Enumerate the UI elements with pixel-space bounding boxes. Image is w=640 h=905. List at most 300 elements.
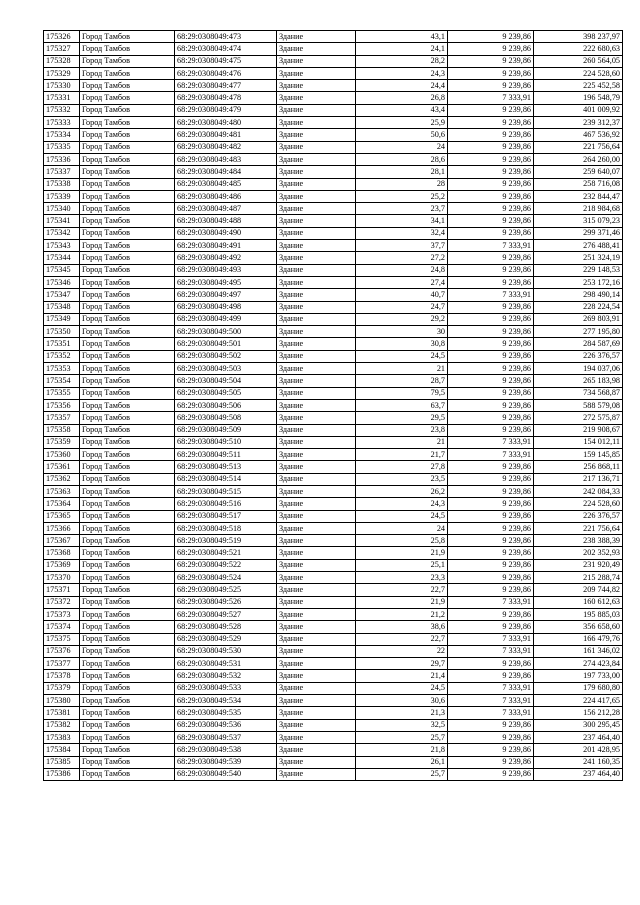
city-cell: Город Тамбов [80,584,175,596]
city-cell: Город Тамбов [80,731,175,743]
row-id-cell: 175369 [44,559,80,571]
object-type-cell: Здание [277,252,356,264]
unit-rate-cell: 7 333,91 [448,449,534,461]
area-cell: 38,6 [356,621,448,633]
cadastral-number-cell: 68:29:0308049:474 [175,43,277,55]
city-cell: Город Тамбов [80,203,175,215]
cadastral-value-cell: 241 160,35 [534,756,623,768]
cadastral-value-cell: 219 908,67 [534,424,623,436]
area-cell: 25,1 [356,559,448,571]
unit-rate-cell: 9 239,86 [448,326,534,338]
area-cell: 24,1 [356,43,448,55]
row-id-cell: 175382 [44,719,80,731]
area-cell: 28 [356,178,448,190]
row-id-cell: 175335 [44,141,80,153]
city-cell: Город Тамбов [80,596,175,608]
object-type-cell: Здание [277,658,356,670]
row-id-cell: 175350 [44,326,80,338]
cadastral-number-cell: 68:29:0308049:483 [175,153,277,165]
area-cell: 26,1 [356,756,448,768]
area-cell: 21 [356,363,448,375]
object-type-cell: Здание [277,547,356,559]
area-cell: 24,7 [356,301,448,313]
cadastral-number-cell: 68:29:0308049:491 [175,240,277,252]
city-cell: Город Тамбов [80,682,175,694]
object-type-cell: Здание [277,498,356,510]
cadastral-number-cell: 68:29:0308049:513 [175,461,277,473]
area-cell: 23,7 [356,203,448,215]
cadastral-value-cell: 315 079,23 [534,215,623,227]
unit-rate-cell: 9 239,86 [448,485,534,497]
row-id-cell: 175333 [44,117,80,129]
cadastral-number-cell: 68:29:0308049:514 [175,473,277,485]
row-id-cell: 175374 [44,621,80,633]
object-type-cell: Здание [277,240,356,252]
city-cell: Город Тамбов [80,621,175,633]
table-row [44,80,623,92]
cadastral-value-cell: 166 479,76 [534,633,623,645]
unit-rate-cell: 9 239,86 [448,178,534,190]
cadastral-value-cell: 221 756,64 [534,522,623,534]
cadastral-value-cell: 356 658,60 [534,621,623,633]
cadastral-value-cell: 237 464,40 [534,731,623,743]
cadastral-number-cell: 68:29:0308049:524 [175,572,277,584]
table-row [44,153,623,165]
row-id-cell: 175327 [44,43,80,55]
area-cell: 34,1 [356,215,448,227]
cadastral-value-cell: 256 868,11 [534,461,623,473]
city-cell: Город Тамбов [80,141,175,153]
property-table [43,30,623,781]
unit-rate-cell: 9 239,86 [448,55,534,67]
cadastral-number-cell: 68:29:0308049:503 [175,363,277,375]
unit-rate-cell: 9 239,86 [448,719,534,731]
unit-rate-cell: 9 239,86 [448,350,534,362]
unit-rate-cell: 9 239,86 [448,117,534,129]
row-id-cell: 175358 [44,424,80,436]
object-type-cell: Здание [277,203,356,215]
cadastral-value-cell: 229 148,53 [534,264,623,276]
unit-rate-cell: 9 239,86 [448,547,534,559]
city-cell: Город Тамбов [80,166,175,178]
object-type-cell: Здание [277,375,356,387]
object-type-cell: Здание [277,731,356,743]
city-cell: Город Тамбов [80,510,175,522]
row-id-cell: 175336 [44,153,80,165]
row-id-cell: 175380 [44,695,80,707]
city-cell: Город Тамбов [80,436,175,448]
object-type-cell: Здание [277,80,356,92]
object-type-cell: Здание [277,744,356,756]
row-id-cell: 175384 [44,744,80,756]
city-cell: Город Тамбов [80,658,175,670]
object-type-cell: Здание [277,215,356,227]
city-cell: Город Тамбов [80,473,175,485]
area-cell: 24,3 [356,498,448,510]
object-type-cell: Здание [277,621,356,633]
area-cell: 21,4 [356,670,448,682]
table-row [44,141,623,153]
cadastral-value-cell: 467 536,92 [534,129,623,141]
cadastral-value-cell: 274 423,84 [534,658,623,670]
city-cell: Город Тамбов [80,289,175,301]
unit-rate-cell: 9 239,86 [448,67,534,79]
table-row [44,117,623,129]
unit-rate-cell: 9 239,86 [448,522,534,534]
object-type-cell: Здание [277,43,356,55]
table-row [44,55,623,67]
city-cell: Город Тамбов [80,412,175,424]
cadastral-number-cell: 68:29:0308049:537 [175,731,277,743]
object-type-cell: Здание [277,473,356,485]
area-cell: 28,7 [356,375,448,387]
object-type-cell: Здание [277,522,356,534]
cadastral-number-cell: 68:29:0308049:486 [175,190,277,202]
city-cell: Город Тамбов [80,399,175,411]
object-type-cell: Здание [277,178,356,190]
row-id-cell: 175368 [44,547,80,559]
unit-rate-cell: 9 239,86 [448,301,534,313]
cadastral-value-cell: 251 324,19 [534,252,623,264]
table-row [44,92,623,104]
row-id-cell: 175343 [44,240,80,252]
cadastral-number-cell: 68:29:0308049:540 [175,768,277,780]
area-cell: 28,1 [356,166,448,178]
table-row [44,682,623,694]
table-row [44,375,623,387]
object-type-cell: Здание [277,412,356,424]
city-cell: Город Тамбов [80,744,175,756]
table-row [44,608,623,620]
unit-rate-cell: 9 239,86 [448,670,534,682]
table-row [44,215,623,227]
unit-rate-cell: 9 239,86 [448,756,534,768]
object-type-cell: Здание [277,387,356,399]
unit-rate-cell: 9 239,86 [448,375,534,387]
cadastral-value-cell: 272 575,87 [534,412,623,424]
cadastral-number-cell: 68:29:0308049:509 [175,424,277,436]
area-cell: 25,7 [356,731,448,743]
table-row [44,461,623,473]
row-id-cell: 175341 [44,215,80,227]
cadastral-number-cell: 68:29:0308049:535 [175,707,277,719]
city-cell: Город Тамбов [80,104,175,116]
area-cell: 28,2 [356,55,448,67]
area-cell: 37,7 [356,240,448,252]
cadastral-number-cell: 68:29:0308049:529 [175,633,277,645]
table-row [44,67,623,79]
cadastral-value-cell: 201 428,95 [534,744,623,756]
table-row [44,522,623,534]
row-id-cell: 175366 [44,522,80,534]
city-cell: Город Тамбов [80,375,175,387]
row-id-cell: 175377 [44,658,80,670]
object-type-cell: Здание [277,363,356,375]
row-id-cell: 175353 [44,363,80,375]
unit-rate-cell: 9 239,86 [448,510,534,522]
city-cell: Город Тамбов [80,608,175,620]
cadastral-value-cell: 209 744,82 [534,584,623,596]
cadastral-number-cell: 68:29:0308049:492 [175,252,277,264]
table-body [44,31,623,781]
cadastral-number-cell: 68:29:0308049:516 [175,498,277,510]
area-cell: 25,9 [356,117,448,129]
city-cell: Город Тамбов [80,301,175,313]
row-id-cell: 175338 [44,178,80,190]
table-row [44,166,623,178]
cadastral-value-cell: 160 612,63 [534,596,623,608]
unit-rate-cell: 9 239,86 [448,313,534,325]
object-type-cell: Здание [277,350,356,362]
unit-rate-cell: 9 239,86 [448,252,534,264]
area-cell: 43,1 [356,31,448,43]
row-id-cell: 175351 [44,338,80,350]
table-row [44,104,623,116]
table-row [44,645,623,657]
cadastral-number-cell: 68:29:0308049:506 [175,399,277,411]
city-cell: Город Тамбов [80,117,175,129]
unit-rate-cell: 9 239,86 [448,153,534,165]
unit-rate-cell: 9 239,86 [448,31,534,43]
row-id-cell: 175359 [44,436,80,448]
cadastral-number-cell: 68:29:0308049:508 [175,412,277,424]
table-row [44,744,623,756]
unit-rate-cell: 9 239,86 [448,768,534,780]
unit-rate-cell: 7 333,91 [448,633,534,645]
table-row [44,535,623,547]
table-row [44,387,623,399]
unit-rate-cell: 7 333,91 [448,707,534,719]
cadastral-value-cell: 224 528,60 [534,498,623,510]
cadastral-number-cell: 68:29:0308049:521 [175,547,277,559]
object-type-cell: Здание [277,633,356,645]
unit-rate-cell: 9 239,86 [448,129,534,141]
object-type-cell: Здание [277,227,356,239]
area-cell: 22,7 [356,633,448,645]
cadastral-value-cell: 231 920,49 [534,559,623,571]
row-id-cell: 175355 [44,387,80,399]
cadastral-value-cell: 215 288,74 [534,572,623,584]
row-id-cell: 175378 [44,670,80,682]
cadastral-value-cell: 298 490,14 [534,289,623,301]
cadastral-value-cell: 269 803,91 [534,313,623,325]
cadastral-number-cell: 68:29:0308049:510 [175,436,277,448]
row-id-cell: 175354 [44,375,80,387]
city-cell: Город Тамбов [80,67,175,79]
table-row [44,350,623,362]
table-row [44,559,623,571]
city-cell: Город Тамбов [80,633,175,645]
table-row [44,326,623,338]
row-id-cell: 175349 [44,313,80,325]
row-id-cell: 175342 [44,227,80,239]
cadastral-number-cell: 68:29:0308049:481 [175,129,277,141]
table-row [44,731,623,743]
object-type-cell: Здание [277,276,356,288]
cadastral-value-cell: 225 452,58 [534,80,623,92]
city-cell: Город Тамбов [80,559,175,571]
unit-rate-cell: 7 333,91 [448,240,534,252]
object-type-cell: Здание [277,31,356,43]
table-row [44,695,623,707]
city-cell: Город Тамбов [80,572,175,584]
city-cell: Город Тамбов [80,424,175,436]
city-cell: Город Тамбов [80,485,175,497]
cadastral-number-cell: 68:29:0308049:530 [175,645,277,657]
table-row [44,301,623,313]
area-cell: 79,5 [356,387,448,399]
object-type-cell: Здание [277,719,356,731]
row-id-cell: 175371 [44,584,80,596]
cadastral-number-cell: 68:29:0308049:485 [175,178,277,190]
object-type-cell: Здание [277,596,356,608]
cadastral-number-cell: 68:29:0308049:480 [175,117,277,129]
city-cell: Город Тамбов [80,645,175,657]
row-id-cell: 175367 [44,535,80,547]
row-id-cell: 175352 [44,350,80,362]
cadastral-value-cell: 217 136,71 [534,473,623,485]
unit-rate-cell: 9 239,86 [448,584,534,596]
cadastral-value-cell: 237 464,40 [534,768,623,780]
row-id-cell: 175381 [44,707,80,719]
area-cell: 23,8 [356,424,448,436]
city-cell: Город Тамбов [80,43,175,55]
table-row [44,190,623,202]
row-id-cell: 175344 [44,252,80,264]
unit-rate-cell: 7 333,91 [448,695,534,707]
unit-rate-cell: 9 239,86 [448,166,534,178]
area-cell: 24 [356,522,448,534]
table-row [44,621,623,633]
unit-rate-cell: 9 239,86 [448,276,534,288]
unit-rate-cell: 9 239,86 [448,572,534,584]
cadastral-value-cell: 194 037,06 [534,363,623,375]
unit-rate-cell: 9 239,86 [448,461,534,473]
cadastral-value-cell: 242 084,33 [534,485,623,497]
row-id-cell: 175362 [44,473,80,485]
table-row [44,498,623,510]
unit-rate-cell: 9 239,86 [448,621,534,633]
city-cell: Город Тамбов [80,178,175,190]
unit-rate-cell: 7 333,91 [448,289,534,301]
area-cell: 23,5 [356,473,448,485]
cadastral-number-cell: 68:29:0308049:528 [175,621,277,633]
unit-rate-cell: 9 239,86 [448,203,534,215]
area-cell: 24,3 [356,67,448,79]
area-cell: 21,9 [356,596,448,608]
unit-rate-cell: 9 239,86 [448,104,534,116]
area-cell: 22 [356,645,448,657]
table-row [44,399,623,411]
city-cell: Город Тамбов [80,707,175,719]
table-row [44,596,623,608]
row-id-cell: 175348 [44,301,80,313]
cadastral-number-cell: 68:29:0308049:475 [175,55,277,67]
unit-rate-cell: 9 239,86 [448,215,534,227]
table-row [44,313,623,325]
table-row [44,707,623,719]
cadastral-value-cell: 258 716,08 [534,178,623,190]
area-cell: 25,2 [356,190,448,202]
row-id-cell: 175345 [44,264,80,276]
cadastral-value-cell: 202 352,93 [534,547,623,559]
cadastral-number-cell: 68:29:0308049:498 [175,301,277,313]
cadastral-number-cell: 68:29:0308049:473 [175,31,277,43]
city-cell: Город Тамбов [80,498,175,510]
cadastral-number-cell: 68:29:0308049:484 [175,166,277,178]
cadastral-number-cell: 68:29:0308049:515 [175,485,277,497]
unit-rate-cell: 7 333,91 [448,92,534,104]
city-cell: Город Тамбов [80,55,175,67]
area-cell: 21,9 [356,547,448,559]
cadastral-number-cell: 68:29:0308049:522 [175,559,277,571]
cadastral-number-cell: 68:29:0308049:539 [175,756,277,768]
table-row [44,719,623,731]
unit-rate-cell: 9 239,86 [448,387,534,399]
cadastral-value-cell: 401 009,92 [534,104,623,116]
object-type-cell: Здание [277,301,356,313]
city-cell: Город Тамбов [80,129,175,141]
cadastral-value-cell: 228 224,54 [534,301,623,313]
object-type-cell: Здание [277,190,356,202]
unit-rate-cell: 9 239,86 [448,363,534,375]
city-cell: Город Тамбов [80,768,175,780]
unit-rate-cell: 9 239,86 [448,264,534,276]
area-cell: 43,4 [356,104,448,116]
unit-rate-cell: 9 239,86 [448,608,534,620]
city-cell: Город Тамбов [80,80,175,92]
object-type-cell: Здание [277,399,356,411]
cadastral-value-cell: 159 145,85 [534,449,623,461]
row-id-cell: 175379 [44,682,80,694]
table-row [44,264,623,276]
city-cell: Город Тамбов [80,227,175,239]
city-cell: Город Тамбов [80,338,175,350]
object-type-cell: Здание [277,424,356,436]
cadastral-number-cell: 68:29:0308049:527 [175,608,277,620]
row-id-cell: 175360 [44,449,80,461]
row-id-cell: 175363 [44,485,80,497]
row-id-cell: 175330 [44,80,80,92]
row-id-cell: 175356 [44,399,80,411]
table-row [44,768,623,780]
city-cell: Город Тамбов [80,153,175,165]
object-type-cell: Здание [277,449,356,461]
cadastral-value-cell: 232 844,47 [534,190,623,202]
cadastral-number-cell: 68:29:0308049:533 [175,682,277,694]
cadastral-number-cell: 68:29:0308049:511 [175,449,277,461]
object-type-cell: Здание [277,166,356,178]
row-id-cell: 175346 [44,276,80,288]
area-cell: 40,7 [356,289,448,301]
area-cell: 27,8 [356,461,448,473]
object-type-cell: Здание [277,485,356,497]
unit-rate-cell: 9 239,86 [448,498,534,510]
table-row [44,289,623,301]
city-cell: Город Тамбов [80,695,175,707]
cadastral-value-cell: 197 733,00 [534,670,623,682]
cadastral-number-cell: 68:29:0308049:502 [175,350,277,362]
city-cell: Город Тамбов [80,449,175,461]
cadastral-value-cell: 276 488,41 [534,240,623,252]
object-type-cell: Здание [277,264,356,276]
row-id-cell: 175361 [44,461,80,473]
object-type-cell: Здание [277,645,356,657]
table-row [44,485,623,497]
cadastral-number-cell: 68:29:0308049:476 [175,67,277,79]
table-row [44,338,623,350]
table-row [44,276,623,288]
